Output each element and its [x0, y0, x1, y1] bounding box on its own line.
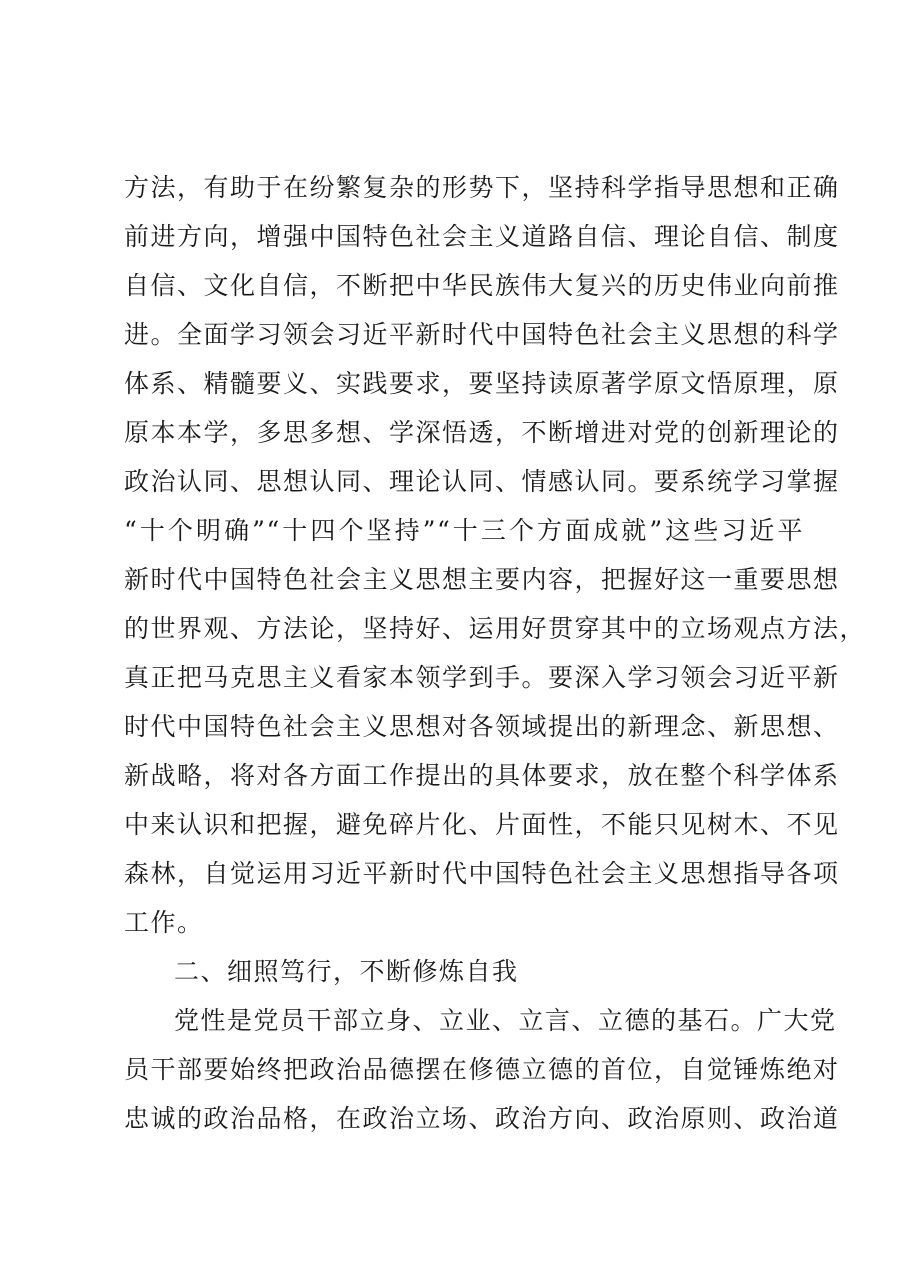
text-line: 前进方向，增强中国特色社会主义道路自信、理论自信、制度 [124, 222, 840, 251]
text-line: 进。全面学习领会习近平新时代中国特色社会主义思想的科学 [124, 320, 840, 349]
text-line: 员干部要始终把政治品德摆在修德立德的首位，自觉锤炼绝对 [124, 1055, 840, 1084]
text-line: 新战略，将对各方面工作提出的具体要求，放在整个科学体系 [124, 761, 840, 790]
text-line: 工作。 [124, 908, 204, 937]
text-line: 的世界观、方法论，坚持好、运用好贯穿其中的立场观点方法， [124, 614, 867, 643]
document-body [124, 163, 867, 1143]
text-line: 中来认识和把握，避免碎片化、片面性，不能只见树木、不见 [124, 810, 840, 839]
text-line: 真正把马克思主义看家本领学到手。要深入学习领会习近平新 [124, 663, 840, 692]
text-line: 时代中国特色社会主义思想对各领域提出的新理念、新思想、 [124, 712, 840, 741]
text-line: 忠诚的政治品格，在政治立场、政治方向、政治原则、政治道 [124, 1104, 840, 1133]
text-line: 体系、精髓要义、实践要求，要坚持读原著学原文悟原理，原 [124, 369, 840, 398]
text-line: 政治认同、思想认同、理论认同、情感认同。要系统学习掌握 [124, 467, 840, 496]
section-heading: 二、细照笃行，不断修炼自我 [174, 957, 519, 986]
text-line: 自信、文化自信，不断把中华民族伟大复兴的历史伟业向前推 [124, 271, 840, 300]
text-line: 原本本学，多思多想、学深悟透，不断增进对党的创新理论的 [124, 418, 840, 447]
text-line: 党性是党员干部立身、立业、立言、立德的基石。广大党 [174, 1006, 837, 1035]
text-line: 方法，有助于在纷繁复杂的形势下，坚持科学指导思想和正确 [124, 173, 840, 202]
text-line: 森林，自觉运用习近平新时代中国特色社会主义思想指导各项 [124, 859, 840, 888]
text-line: “十个明确”“十四个坚持”“十三个方面成就”这些习近平 [124, 516, 804, 545]
text-line: 新时代中国特色社会主义思想主要内容，把握好这一重要思想 [124, 565, 840, 594]
